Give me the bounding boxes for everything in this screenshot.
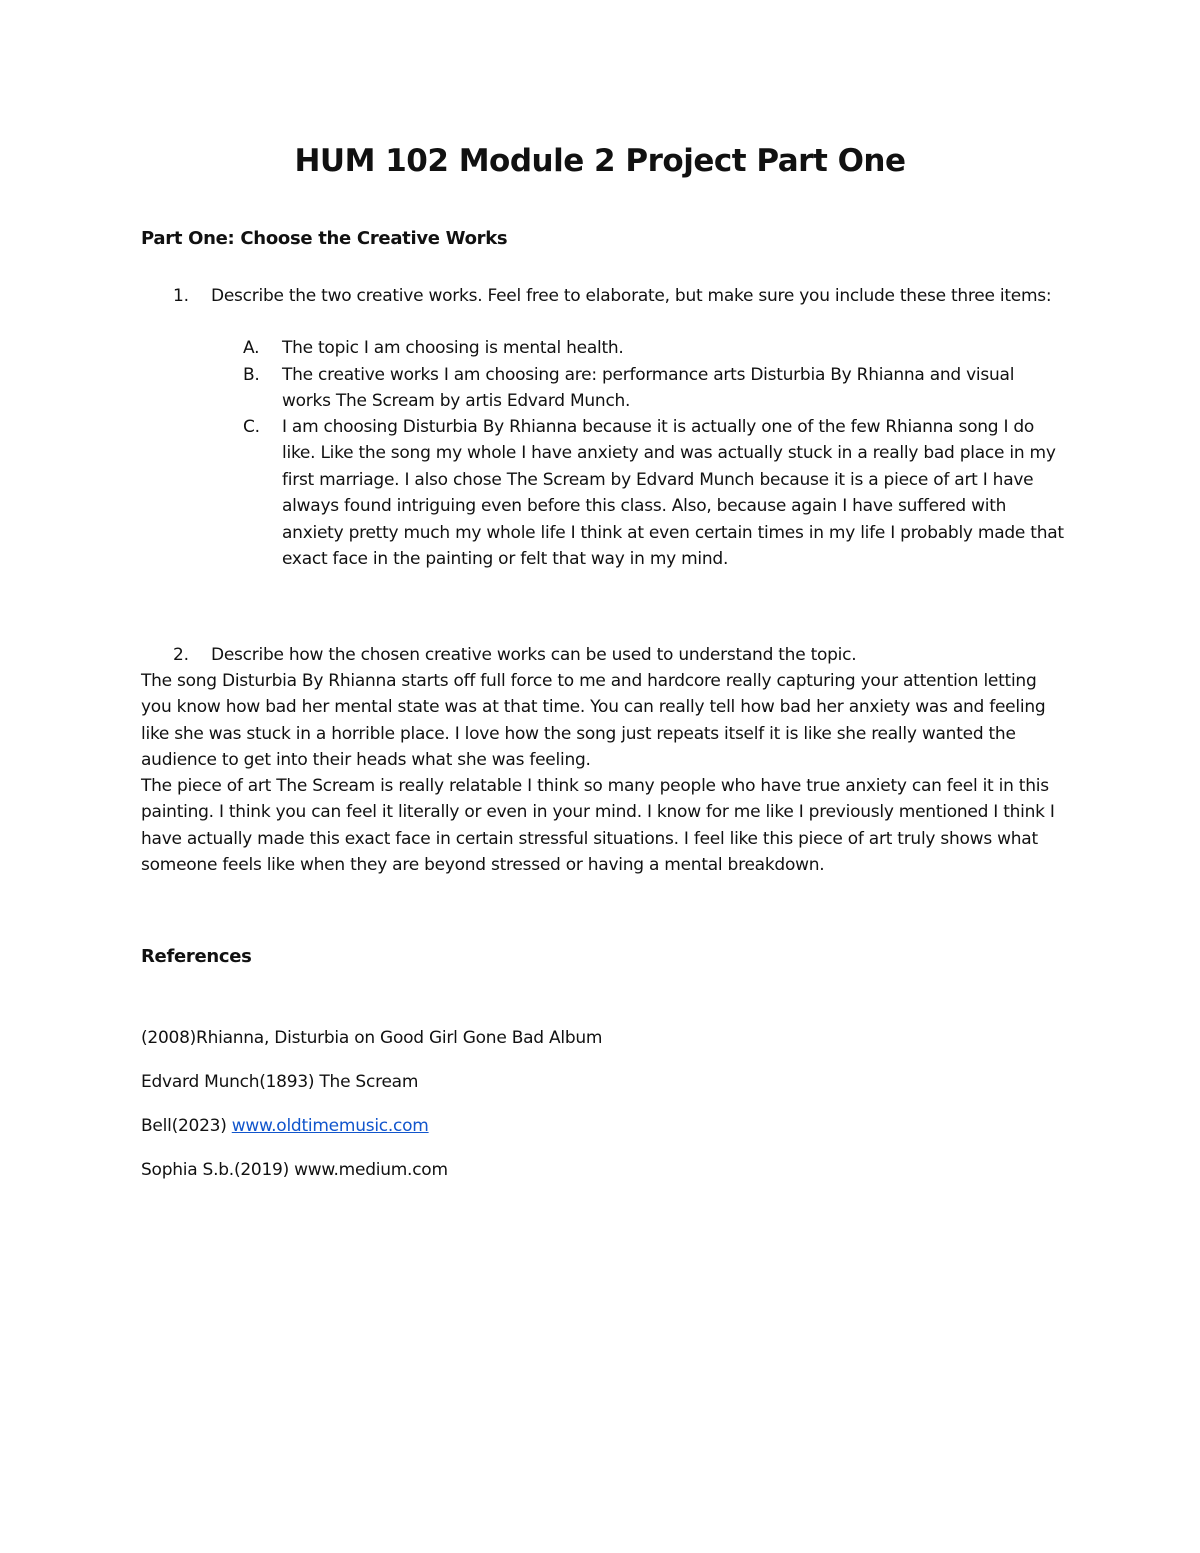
references-heading: References [141,946,252,967]
reference-4: Sophia S.b.(2019) www.medium.com [141,1160,448,1180]
sub-item-a [243,335,1083,361]
item-text: Describe how the chosen creative works can be used to understand the topic. [211,645,857,665]
numbered-item-2 [173,642,1073,668]
sub-item-b [243,362,1083,415]
item-text: Describe the two creative works. Feel free to elaborate, but make sure you include these three items: [211,286,1052,306]
sub-item-text: The creative works I am choosing are: performance arts Disturbia By Rhianna and visual works The Scream by artis Edvard Munch. [282,365,1015,412]
sub-item-letter: C. [243,417,260,437]
sub-item-text: I am choosing Disturbia By Rhianna because it is actually one of the few Rhianna song I do like. Like the song my whole I have anxiety and was actually stuck in a really bad place in my first marriage. I also chose The Scream by Edvard Munch because it is a piece of art I have always found intriguing even before this class. Also, because again I have suffered with anxiety pretty much my whole life I think at even certain times in my life I probably made that exact face in the painting or felt that way in my mind. [282,417,1064,570]
sub-item-letter: A. [243,338,260,358]
paragraph-disturbia: The song Disturbia By Rhianna starts off full force to me and hardcore really capturing your attention letting you know how bad her mental state was at that time. You can really tell how bad her anxiety was and feeling like she was stuck in a horrible place. I love how the song just repeats itself it is like she really wanted the audience to get into their heads what she was feeling. [141,671,1046,771]
sub-item-text: The topic I am choosing is mental health. [282,338,624,358]
paragraph-scream: The piece of art The Scream is really relatable I think so many people who have true anxiety can feel it in this painting. I think you can feel it literally or even in your mind. I know for me like I previously mentioned I think I have actually made this exact face in certain stressful situations. I feel like this piece of art truly shows what someone feels like when they are beyond stressed or having a mental breakdown. [141,776,1055,876]
reference-1: (2008)Rhianna, Disturbia on Good Girl Gone Bad Album [141,1028,603,1048]
reference-3-prefix: Bell(2023) [141,1116,232,1136]
sub-item-letter: B. [243,365,260,385]
part-one-heading: Part One: Choose the Creative Works [141,228,508,249]
reference-3 [141,1113,429,1139]
sub-item-c [243,414,1083,572]
item-number: 2. [173,645,189,665]
numbered-item-1 [173,283,1073,309]
reference-link[interactable]: www.oldtimemusic.com [231,1116,429,1136]
document-title: HUM 102 Module 2 Project Part One [294,143,906,179]
item-number: 1. [173,286,189,306]
reference-2: Edvard Munch(1893) The Scream [141,1072,419,1092]
